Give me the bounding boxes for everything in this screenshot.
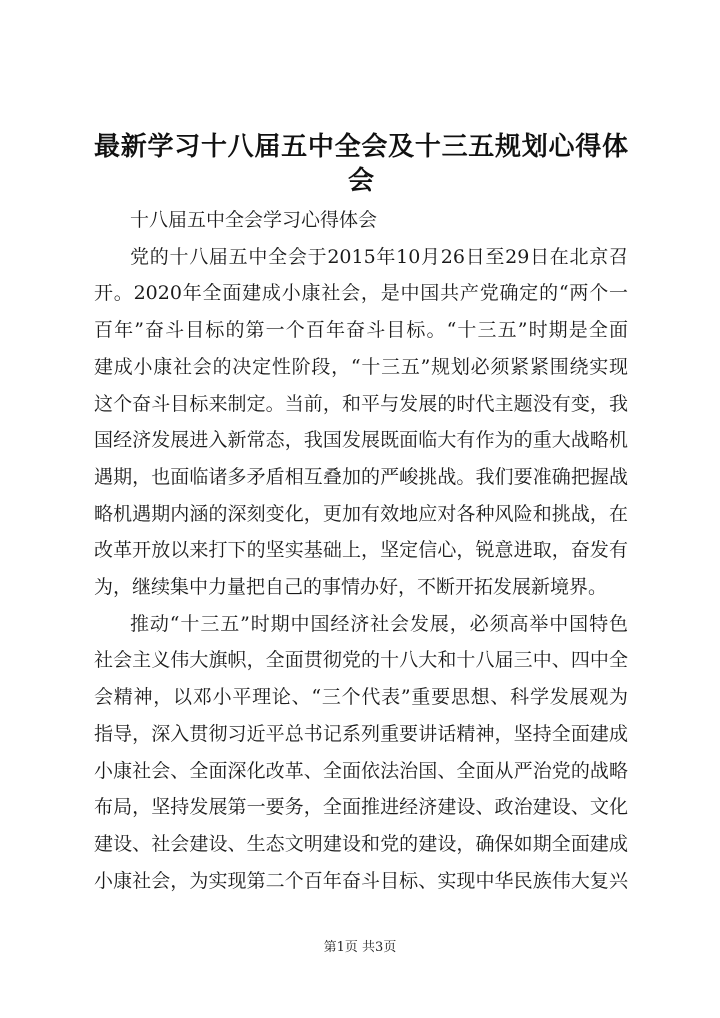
title-line-2: 会	[347, 166, 374, 196]
text-line: 建成小康社会的决定性阶段，“十三五”规划必须紧紧围绕实现	[94, 355, 628, 378]
text-line: 改革开放以来打下的坚实基础上，坚定信心，锐意进取，奋发有	[94, 539, 628, 562]
text-line: 推动“十三五”时期中国经济社会发展，必须高举中国特色	[130, 612, 628, 635]
text-line: 指导，深入贯彻习近平总书记系列重要讲话精神，坚持全面建成	[94, 722, 628, 745]
subtitle: 十八届五中全会学习心得体会	[130, 209, 378, 231]
title-line-1: 最新学习十八届五中全会及十三五规划心得体	[94, 132, 628, 162]
paragraph-2	[94, 606, 628, 900]
text-line: 遇期，也面临诸多矛盾相互叠加的严峻挑战。我们要准确把握战	[94, 465, 628, 488]
text-line: 布局，坚持发展第一要务，全面推进经济建设、政治建设、文化	[94, 796, 628, 819]
text-line: 百年”奋斗目标的第一个百年奋斗目标。“十三五”时期是全面	[94, 319, 628, 342]
text-line: 国经济发展进入新常态，我国发展既面临大有作为的重大战略机	[94, 429, 628, 452]
text-line: 为，继续集中力量把自己的事情办好，不断开拓发展新境界。	[94, 576, 608, 599]
text-line: 开。2020年全面建成小康社会，是中国共产党确定的“两个一	[94, 282, 628, 305]
text-line: 小康社会，为实现第二个百年奋斗目标、实现中华民族伟大复兴	[94, 869, 628, 892]
text-line: 这个奋斗目标来制定。当前，和平与发展的时代主题没有变，我	[94, 392, 628, 415]
document-page	[94, 130, 628, 899]
paragraph-1	[94, 239, 628, 606]
page-number: 第1页 共3页	[323, 940, 397, 955]
text-line: 小康社会、全面深化改革、全面依法治国、全面从严治党的战略	[94, 759, 628, 782]
text-line: 建设、社会建设、生态文明建设和党的建设，确保如期全面建成	[94, 832, 628, 855]
text-line: 社会主义伟大旗帜，全面贯彻党的十八大和十八届三中、四中全	[94, 649, 628, 672]
text-line: 党的十八届五中全会于2015年10月26日至29日在北京召	[130, 245, 628, 268]
text-line: 会精神，以邓小平理论、“三个代表”重要思想、科学发展观为	[94, 686, 628, 709]
document-body	[94, 202, 628, 899]
text-line: 略机遇期内涵的深刻变化，更加有效地应对各种风险和挑战，在	[94, 502, 628, 525]
document-title	[94, 130, 628, 198]
